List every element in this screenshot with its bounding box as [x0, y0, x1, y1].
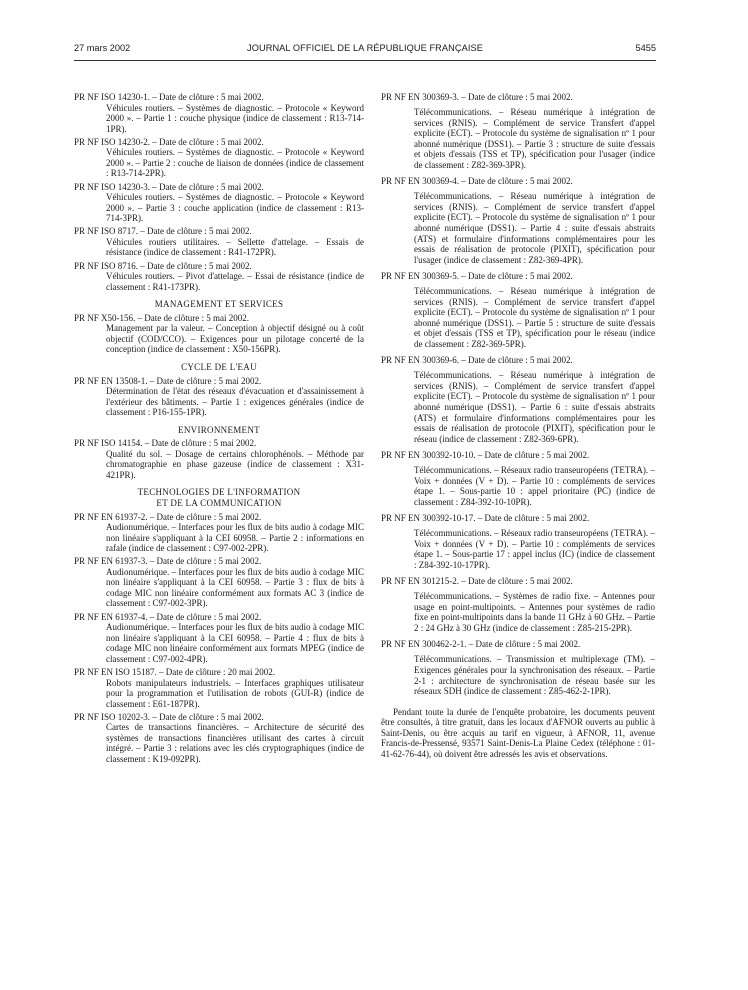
header-title: JOURNAL OFFICIEL DE LA RÉPUBLIQUE FRANÇAISE [247, 43, 483, 53]
page-header [74, 43, 656, 57]
section-heading [74, 487, 364, 508]
section-heading-line: MANAGEMENT ET SERVICES [154, 299, 284, 310]
standard-entry [74, 226, 364, 258]
entry-description: Audionumérique. – Interfaces pour les flux de bits audio à codage MIC non linéaire s'appliquant à la CEI 60958. – Partie 2 : informations en rafale (indice de classement : C97-002-2PR). [106, 522, 364, 554]
entry-description: Robots manipulateurs industriels. – Interfaces graphiques utilisateur pour la programmation et l'utilisation de robots (GUI-R) (indice de classement : E61-187PR). [106, 677, 364, 709]
right-column [381, 92, 655, 759]
section-heading [74, 362, 364, 373]
entry-description: Qualité du sol. – Dosage de certains chlorophénols. – Méthode par chromatographie en phase gazeuse (indice de classement : X31-421PR). [106, 448, 364, 480]
standard-entry [74, 376, 364, 418]
standard-entry [381, 271, 655, 349]
standard-entry [381, 176, 655, 265]
section-heading [74, 299, 364, 310]
closing-note: Pendant toute la durée de l'enquête probatoire, les documents peuvent être consultés, à titre gratuit, dans les locaux d'AFNOR ouverts au public à Saint-Denis, ou être acquis au tarif en vigueur, à AFNOR, 11, avenue Francis-de-Pressensé, 93571 Saint-Denis-La Plaine Cedex (téléphone : 01-41-62-76-44), où doivent être adressés les avis et observations. [381, 706, 655, 759]
entry-description: Véhicules routiers. – Systèmes de diagnostic. – Protocole « Keyword 2000 ». – Partie 1 : couche physique (indice de classement : R13-714-1PR). [106, 102, 364, 134]
standard-entry [381, 513, 655, 570]
entry-reference: PR NF EN 300369-6. – Date de clôture : 5 mai 2002. [381, 355, 573, 366]
section-heading [74, 425, 364, 436]
entry-reference: PR NF EN 300369-4. – Date de clôture : 5 mai 2002. [381, 176, 573, 187]
section-heading-line: CYCLE DE L'EAU [181, 361, 257, 372]
page-number: 5455 [635, 43, 656, 53]
entry-reference: PR NF EN 300392-10-17. – Date de clôture : 5 mai 2002. [381, 513, 590, 524]
entry-reference: PR NF EN ISO 15187. – Date de clôture : 20 mai 2002. [74, 666, 275, 677]
right-column-entries [381, 92, 655, 697]
entry-reference: PR NF ISO 14154. – Date de clôture : 5 mai 2002. [74, 438, 257, 449]
entry-description: Audionumérique. – Interfaces pour les flux de bits audio à codage MIC non linéaire s'appliquant à la CEI 60958. – Partie 3 : flux de bits à codage MIC non linéaire conformément aux formats AC 3 (indice de classement : C97-002-3PR). [106, 566, 364, 609]
header-rule [74, 60, 656, 61]
standard-entry [74, 512, 364, 554]
standard-entry [74, 556, 364, 609]
header-date: 27 mars 2002 [74, 43, 131, 53]
entry-description: Cartes de transactions financières. – Architecture de sécurité des systèmes de transactions financières utilisant des cartes à circuit intégré. – Partie 3 : relations avec les clés cryptographiques (indice de classement : K19-092PR). [106, 722, 364, 764]
entry-reference: PR NF EN 300462-2-1. – Date de clôture : 5 mai 2002. [381, 639, 581, 650]
entry-description: Télécommunications. – Transmission et multiplexage (TM). – Exigences générales pour la synchronisation des réseaux. – Partie 2-1 : architecture de synchronisation de réseau basée sur les réseaux SDH (indice de classement : Z85-462-2-1PR). [414, 654, 655, 697]
entry-description: Véhicules routiers utilitaires. – Sellette d'attelage. – Essais de résistance (indice de classement : R41-172PR). [106, 236, 364, 258]
entry-description: Télécommunications. – Réseaux radio transeuropéens (TETRA). – Voix + données (V + D). – Partie 10 : compléments de services étape 1. – Sous-partie 10 : appel prioritaire (PC) (indice de classement : Z84-392-10-10PR). [414, 465, 655, 507]
entry-reference: PR NF EN 61937-2. – Date de clôture : 5 mai 2002. [74, 511, 262, 522]
entry-reference: PR NF ISO 10202-3. – Date de clôture : 5 mai 2002. [74, 711, 264, 722]
standard-entry [381, 576, 655, 633]
entry-description: Véhicules routiers. – Systèmes de diagnostic. – Protocole « Keyword 2000 ». – Partie 2 : couche de liaison de données (indice de classement : R13-714-2PR). [106, 147, 364, 179]
entry-reference: PR NF EN 13508-1. – Date de clôture : 5 mai 2002. [74, 375, 262, 386]
entry-reference: PR NF X50-156. – Date de clôture : 5 mai 2002. [74, 312, 249, 323]
entry-reference: PR NF EN 61937-4. – Date de clôture : 5 mai 2002. [74, 611, 262, 622]
left-column [74, 92, 364, 767]
entry-description: Télécommunications. – Réseau numérique à intégration de services (RNIS). – Complément de service Transfert d'appel explicite (ECT). – Protocole du système de signalisation nº 1 pour abonné numérique (DSS1). – Partie 3 : structure de suite d'essais et objets d'essais (TSS et TP), spécification pour l'usager (indice de classement : Z82-369-3PR). [414, 107, 655, 170]
standard-entry [74, 182, 364, 224]
entry-reference: PR NF ISO 14230-2. – Date de clôture : 5 mai 2002. [74, 136, 264, 147]
entry-description: Véhicules routiers. – Systèmes de diagnostic. – Protocole « Keyword 2000 ». – Partie 3 : couche application (indice de classement : R13-714-3PR). [106, 192, 364, 224]
standard-entry [74, 612, 364, 665]
standard-entry [74, 438, 364, 480]
section-heading-line: ENVIRONNEMENT [178, 424, 260, 435]
section-heading-line: ET DE LA COMMUNICATION [156, 497, 282, 508]
entry-reference: PR NF ISO 14230-1. – Date de clôture : 5 mai 2002. [74, 92, 264, 102]
standard-entry [74, 313, 364, 355]
standard-entry [381, 639, 655, 696]
entry-description: Management par la valeur. – Conception à objectif désigné ou à coût objectif (COD/CCO). – Exigences pour un pilotage concerté de la conception (indice de classement : X50-156PR). [106, 323, 364, 355]
entry-reference: PR NF EN 301215-2. – Date de clôture : 5 mai 2002. [381, 576, 573, 587]
entry-description: Audionumérique. – Interfaces pour les flux de bits audio à codage MIC non linéaire s'appliquant à la CEI 60958. – Partie 4 : flux de bits à codage MIC non linéaire conformément aux formats MPEG (indice de classement : C97-002-4PR). [106, 622, 364, 664]
standard-entry [381, 92, 655, 170]
entry-description: Télécommunications. – Réseau numérique à intégration de services (RNIS). – Complément de service transfert d'appel explicite (ECT). – Protocole du système de signalisation nº 1 pour abonné numérique (DSS1). – Partie 6 : suite d'essais abstraits (ATS) et formulaire d'informations complémentaires pour les essais de réalisation de protocole (PIXIT), spécification pour le réseau (indice de classement : Z82-369-6PR). [414, 370, 655, 444]
standard-entry [74, 137, 364, 179]
entry-reference: PR NF ISO 8716. – Date de clôture : 5 mai 2002. [74, 260, 252, 271]
standard-entry [381, 355, 655, 444]
standard-entry [74, 261, 364, 293]
entry-reference: PR NF EN 61937-3. – Date de clôture : 5 mai 2002. [74, 556, 262, 567]
entry-reference: PR NF ISO 14230-3. – Date de clôture : 5 mai 2002. [74, 181, 264, 192]
entry-description: Télécommunications. – Réseaux radio transeuropéens (TETRA). – Voix + données (V + D). – Partie 10 : compléments de services étape 1. – Sous-partie 17 : appel inclus (IC) (indice de classement : Z84-392-10-17PR). [414, 528, 655, 570]
entry-description: Télécommunications. – Réseau numérique à intégration de services (RNIS). – Complément de service transfert d'appel explicite (ECT). – Protocole du système de signalisation nº 1 pour abonné numérique (DSS1). – Partie 4 : suite d'essais abstraits (ATS) et formulaire d'informations complémentaires pour les essais de réalisation de protocole (PIXIT), spécification pour l'usager (indice de classement : Z82-369-4PR). [414, 191, 655, 265]
standard-entry [74, 92, 364, 134]
standard-entry [74, 712, 364, 765]
entry-description: Télécommunications. – Systèmes de radio fixe. – Antennes pour usage en point-multipoints. – Antennes pour systèmes de radio fixe en point-multipoints dans la bande 11 GHz à 60 GHz. – Partie 2 : 24 GHz à 30 GHz (indice de classement : Z85-215-2PR). [414, 591, 655, 633]
entry-reference: PR NF EN 300369-5. – Date de clôture : 5 mai 2002. [381, 270, 573, 281]
standard-entry [381, 450, 655, 507]
entry-reference: PR NF EN 300392-10-10. – Date de clôture : 5 mai 2002. [381, 449, 590, 460]
section-heading-line: TECHNOLOGIES DE L'INFORMATION [137, 487, 301, 498]
entry-reference: PR NF ISO 8717. – Date de clôture : 5 mai 2002. [74, 226, 252, 237]
entry-reference: PR NF EN 300369-3. – Date de clôture : 5 mai 2002. [381, 92, 573, 102]
entry-description: Détermination de l'état des réseaux d'évacuation et d'assainissement à l'extérieur des bâtiments. – Partie 1 : exigences générales (indice de classement : P16-155-1PR). [106, 386, 364, 418]
entry-description: Télécommunications. – Réseau numérique à intégration de services (RNIS). – Complément de service transfert d'appel explicite (ECT). – Protocole du système de signalisation nº 1 pour abonné numérique (DSS1). – Partie 5 : structure de suite d'essais et objet d'essais (TSS et TP), spécification pour le réseau (indice de classement : Z82-369-5PR). [414, 286, 655, 349]
entry-description: Véhicules routiers. – Pivot d'attelage. – Essai de résistance (indice de classement : R41-173PR). [106, 271, 364, 292]
standard-entry [74, 667, 364, 709]
